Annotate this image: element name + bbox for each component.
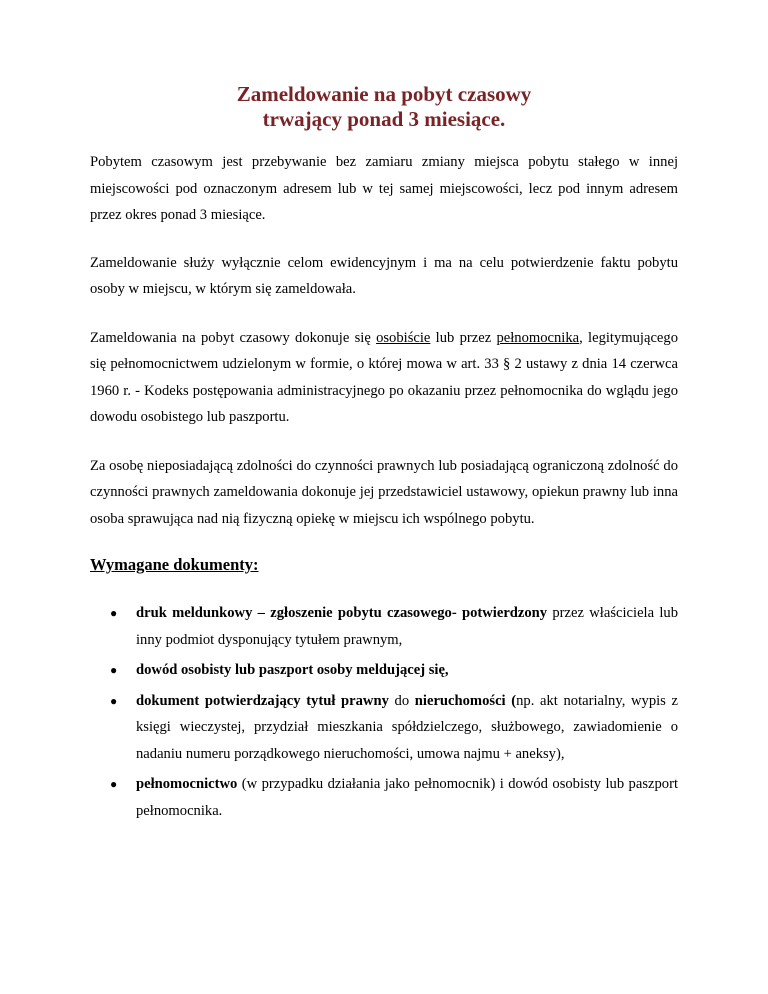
section-heading-required-documents: Wymagane dokumenty: <box>90 555 259 574</box>
p3-text-a: Zameldowania na pobyt czasowy dokonuje się <box>90 329 377 346</box>
doc-1-rest: przez właściciela lub inny podmiot dysponujący tytułem prawnym, <box>136 605 678 648</box>
paragraph-definition: Pobytem czasowym jest przebywanie bez zamiaru zmiany miejsca pobytu stałego w innej miejscowości pod oznaczonym adresem lub w tej samej miejscowości, lecz pod innym adresem przez okres ponad 3 miesiące. <box>90 154 678 223</box>
list-item <box>90 771 678 824</box>
list-item <box>90 688 678 768</box>
doc-4-bold: pełnomocnictwo <box>136 776 238 792</box>
bullet-icon: ● <box>110 663 118 677</box>
list-item <box>90 657 678 684</box>
doc-3-mid: do <box>388 692 415 709</box>
page-title <box>90 82 678 132</box>
list-item <box>90 600 678 653</box>
p3-osobiscie: osobiście <box>376 329 431 346</box>
title-line-2: trwający ponad 3 miesiące. <box>262 107 506 131</box>
doc-1-bold: druk meldunkowy – zgłoszenie pobytu czasowego- potwierdzony <box>136 605 548 621</box>
required-documents-list <box>90 600 678 824</box>
bullet-icon: ● <box>110 777 118 791</box>
doc-2-bold: dowód osobisty lub paszport osoby meldującej się, <box>136 662 449 678</box>
doc-3-rest: np. akt notarialny, wypis z księgi wieczystej, przydział mieszkania spółdzielczego, służbowego, zawiadomienie o nadaniu numeru porządkowego nieruchomości, umowa najmu + aneksy), <box>136 692 678 762</box>
bullet-icon: ● <box>110 693 118 708</box>
paragraph-purpose: Zameldowanie służy wyłącznie celom ewidencyjnym i ma na celu potwierdzenie faktu pobytu osoby w miejscu, w którym się zameldowała. <box>90 254 678 297</box>
document-page <box>90 82 678 828</box>
doc-3-bold: dokument potwierdzający tytuł prawny <box>136 692 389 709</box>
p3-text-c: lub przez <box>430 329 497 346</box>
doc-3-bold2: nieruchomości ( <box>414 692 517 709</box>
paragraph-who-registers <box>90 325 678 431</box>
paragraph-legal-incapacity: Za osobę nieposiadającą zdolności do czynności prawnych lub posiadającą ograniczoną zdolność do czynności prawnych zameldowania dokonuje jej przedstawiciel ustawowy, opiekun prawny lub inna osoba sprawująca nad nią fizyczną opiekę w miejscu ich wspólnego pobytu. <box>90 457 678 527</box>
p3-pelnomocnika: pełnomocnika <box>496 329 580 346</box>
p3-text-e: , legitymującego się pełnomocnictwem udzielonym w formie, o której mowa w art. 33 § 2 ustawy z dnia 14 czerwca 1960 r. - Kodeks postępowania administracyjnego po okazaniu przez pełnomocnika do wglądu jego dowodu osobistego lub paszportu. <box>90 329 678 425</box>
doc-4-rest: (w przypadku działania jako pełnomocnik) i dowód osobisty lub paszport pełnomocnika. <box>136 776 678 819</box>
title-line-1: Zameldowanie na pobyt czasowy <box>236 82 532 106</box>
bullet-icon: ● <box>110 606 118 620</box>
